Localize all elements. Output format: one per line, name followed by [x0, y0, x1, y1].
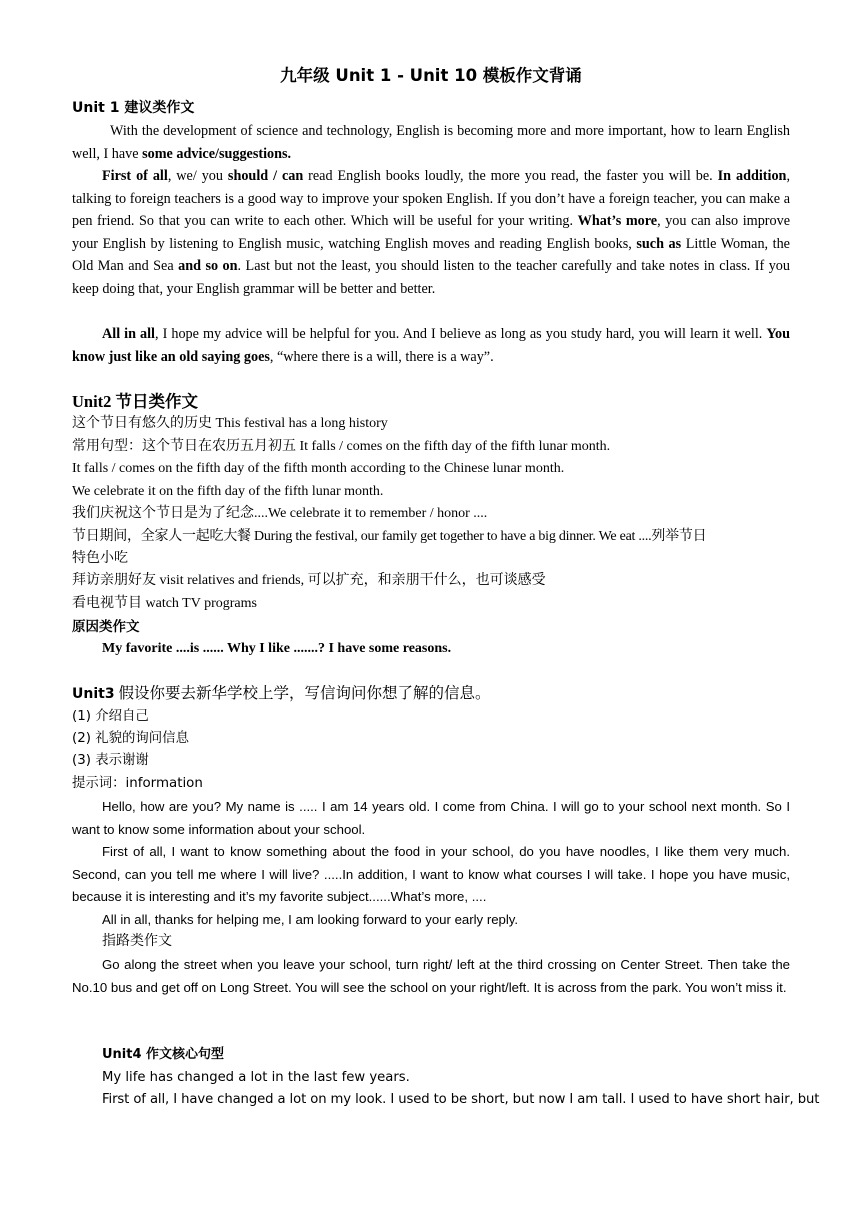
unit3-sub-heading: 指路类作文 [102, 934, 172, 949]
phrase-in-addition: In addition [717, 168, 787, 184]
phrase-all-in-all: All in all [102, 326, 156, 342]
unit1-heading: Unit 1 建议类作文 [72, 100, 195, 116]
unit1-p3-text-1: , I hope my advice will be helpful for you. And I believe as long as you study hard, you will learn it well. [155, 326, 767, 342]
unit2-line-2: 常用句型：这个节日在农历五月初五 It falls / comes on the fifth day of the fifth lunar month. [72, 439, 611, 454]
document-title: 九年级 Unit 1 - Unit 10 模板作文背诵 [280, 66, 582, 85]
unit1-p1-text: With the development of science and technology, English is becoming more and more important, how to learn English well, I have [72, 123, 790, 162]
unit2-line-5: 我们庆祝这个节日是为了纪念....We celebrate it to remember / honor .... [72, 506, 488, 521]
unit1-p1-bold: some advice/suggestions. [142, 145, 292, 162]
unit3-item-2: (2) 礼貌的询问信息 [72, 731, 189, 746]
phrase-such-as: such as [636, 235, 682, 252]
phrase-should-can: should / can [227, 168, 304, 184]
unit2-line-7: 特色小吃 [72, 551, 128, 566]
unit2-sub-heading: 原因类作文 [72, 619, 140, 635]
unit2-heading: Unit2 节日类作文 [72, 392, 199, 411]
unit3-heading-en: Unit3 [72, 686, 115, 702]
unit3-paragraph-4: Go along the street when you leave your school, turn right/ left at the third crossing on Center Street. Then take the No.10 bus and get off on Long Street. You will see the school on your right/left. It is across from the park. You won’t miss it. [72, 957, 790, 995]
unit4-line-2: First of all, I have changed a lot on my look. I used to be short, but now I am tall. I used to have short hair, but [102, 1092, 820, 1107]
unit1-p2-text-4: , you can also improve your English by listening to English music, watching English moves and reading English books, [72, 213, 790, 252]
unit1-paragraph-1 [72, 120, 790, 165]
unit3-paragraph-2: First of all, I want to know something about the food in your school, do you have noodles, I like them very much. Second, can you tell me where I will live? .....In addition, I want to know what courses I will take. I hope you have music, because it is interesting and it’s my favorite subject......What’s more, .... [72, 844, 790, 904]
unit3-hint: 提示词：information [72, 776, 203, 791]
unit3-paragraph-3: All in all, thanks for helping me, I am looking forward to your early reply. [102, 912, 519, 927]
phrase-and-so-on: and so on [178, 258, 238, 274]
unit1-p3-text-2: , “where there is a will, there is a way”. [269, 348, 494, 365]
unit2-line-1: 这个节日有悠久的历史 This festival has a long history [72, 416, 388, 431]
unit3-item-3: (3) 表示谢谢 [72, 753, 149, 768]
unit1-p2-text-3: , talking to foreign teachers is a good way to improve your spoken English. If you don’t have a foreign teacher, you can make a pen friend. So that you can write to each other. Which will be useful for your writing. [72, 168, 790, 229]
phrase-first-of-all: First of all [102, 168, 168, 184]
unit3-item-1: (1) 介绍自己 [72, 709, 149, 724]
unit1-paragraph-2 [72, 165, 790, 300]
unit4-heading: Unit4 作文核心句型 [102, 1047, 225, 1062]
unit1-p2-text-2: read English books loudly, the more you read, the faster you will be. [303, 168, 718, 184]
unit3-paragraph-1: Hello, how are you? My name is ..... I am 14 years old. I come from China. I will go to your school next month. So I want to know some information about your school. [72, 799, 790, 837]
unit1-p2-text-6: . Last but not the least, you should listen to the teacher carefully and take notes in class. If you keep doing that, your English grammar will be better and better. [72, 258, 790, 297]
unit2-line-8: 拜访亲朋好友 visit relatives and friends, 可以扩充，和亲朋干什么，也可谈感受 [72, 573, 546, 588]
unit4-line-1: My life has changed a lot in the last few years. [102, 1070, 410, 1085]
unit2-line-6: 节日期间，全家人一起吃大餐 During the festival, our family get together to have a big dinner. We eat ....列举节日 [72, 529, 707, 544]
unit3-heading-cn: 假设你要去新华学校上学，写信询问你想了解的信息。 [114, 685, 491, 702]
unit3-heading [72, 683, 790, 705]
phrase-old-saying: You know just like an old saying goes [72, 326, 790, 365]
unit1-p2-text-1: , we/ you [167, 168, 228, 184]
unit2-line-9: 看电视节目 watch TV programs [72, 596, 257, 611]
unit2-line-4: We celebrate it on the fifth day of the fifth lunar month. [72, 484, 384, 499]
unit2-line-3: It falls / comes on the fifth day of the fifth month according to the Chinese lunar month. [72, 461, 565, 476]
unit1-paragraph-3 [72, 323, 790, 368]
phrase-whats-more: What’s more [577, 213, 658, 229]
unit2-sub-line: My favorite ....is ...... Why I like .......? I have some reasons. [102, 641, 452, 656]
unit1-p2-text-5: Little Woman, the Old Man and Sea [72, 235, 790, 274]
